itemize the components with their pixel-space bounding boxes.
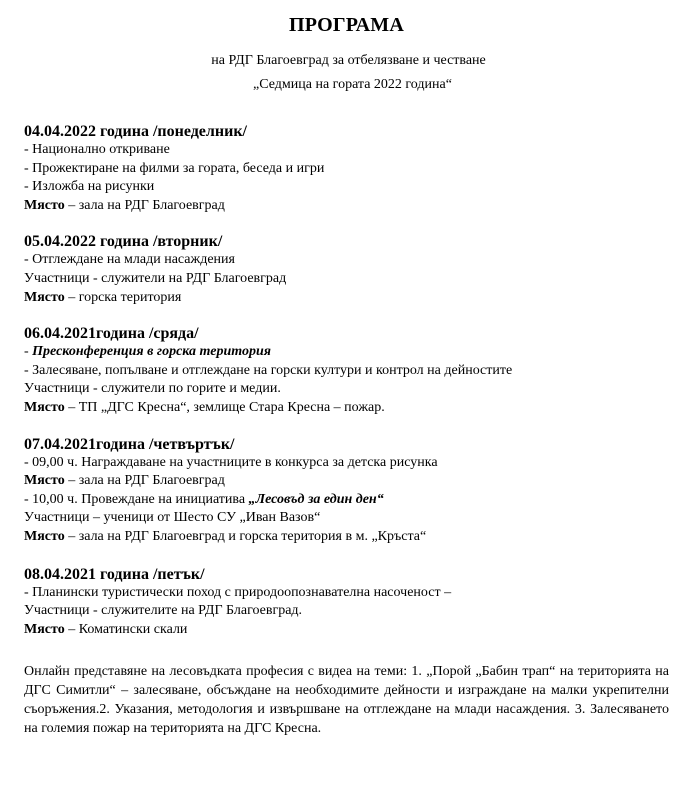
place-line [24, 289, 669, 308]
day-section-monday [24, 122, 669, 215]
place-line [24, 197, 669, 216]
press-conference-text: Пресконференция в горска територия [32, 344, 271, 360]
place-text: – зала на РДГ Благоевград [64, 473, 225, 489]
program-item [24, 343, 669, 362]
place-line [24, 621, 669, 640]
place-label: Място [24, 197, 65, 213]
place-label: Място [24, 399, 65, 415]
program-item: - Отглеждане на млади насаждения [24, 252, 235, 268]
program-item: - 09,00 ч. Награждаване на участниците в конкурса за детска рисунка [24, 454, 438, 470]
place-text: – зала на РДГ Благоевград [64, 197, 225, 213]
document-title: ПРОГРАМА [289, 14, 404, 36]
place-text: – горска територия [64, 289, 182, 305]
place-text: – Коматински скали [64, 621, 188, 637]
day-section-thursday [24, 435, 669, 547]
day-heading: 07.04.2021година /четвъртък/ [24, 435, 235, 453]
program-item: - Изложба на рисунки [24, 179, 155, 195]
day-heading: 04.04.2022 година /понеделник/ [24, 123, 247, 140]
place-line [24, 399, 669, 418]
program-item: - Национално откриване [24, 142, 170, 157]
participants-line: Участници - служители по горите и медии. [24, 381, 281, 397]
place-label: Място [24, 473, 65, 489]
item-prefix: - 10,00 ч. Провеждане на инициатива [24, 491, 249, 507]
participants-line: Участници - служители на РДГ Благоевград [24, 270, 287, 286]
document-subtitle-line1: на РДГ Благоевград за отбелязване и честване [211, 53, 486, 68]
day-heading: 06.04.2021година /сряда/ [24, 325, 199, 343]
place-text: – зала на РДГ Благоевград и горска територия в м. „Кръста“ [64, 528, 427, 544]
day-heading: 05.04.2022 година /вторник/ [24, 233, 223, 251]
participants-line: Участници - служителите на РДГ Благоевград. [24, 603, 303, 619]
place-label: Място [24, 528, 65, 544]
day-section-wednesday [24, 324, 669, 417]
program-item: - Прожектиране на филми за гората, беседа и игри [24, 160, 325, 176]
program-item: - Залесяване, попълване и отглеждане на горски култури и контрол на дейностите [24, 362, 513, 378]
program-item [24, 491, 669, 510]
participants-line: Участници – ученици от Шесто СУ „Иван Вазов“ [24, 510, 321, 526]
day-section-friday [24, 565, 669, 640]
day-section-tuesday [24, 232, 669, 307]
place-line [24, 472, 669, 491]
closing-paragraph: Онлайн представяне на лесовъдката професия с видеа на теми: 1. „Порой „Бабин трап“ на територията на ДГС Симитли“ – залесяване, обсъждане на необходимите дейности и изграждане на малки укрепителни съоръжения.2. Указания, методология и извършване на отглеждане на млади насаждения. 3. Залесяването на големия пожар на територията на ДГС Кресна. [24, 664, 669, 737]
initiative-name: „Лесовъд за един ден“ [248, 491, 384, 507]
program-item: - Планински туристически поход с природоопознавателна насоченост – [24, 584, 452, 600]
place-label: Място [24, 621, 65, 637]
day-heading: 08.04.2021 година /петък/ [24, 565, 205, 583]
document-subtitle-line2: „Седмица на гората 2022 година“ [253, 77, 452, 92]
place-line [24, 528, 669, 547]
item-prefix: - [24, 344, 33, 360]
place-text: – ТП „ДГС Кресна“, землище Стара Кресна – пожар. [64, 399, 385, 415]
place-label: Място [24, 289, 65, 305]
